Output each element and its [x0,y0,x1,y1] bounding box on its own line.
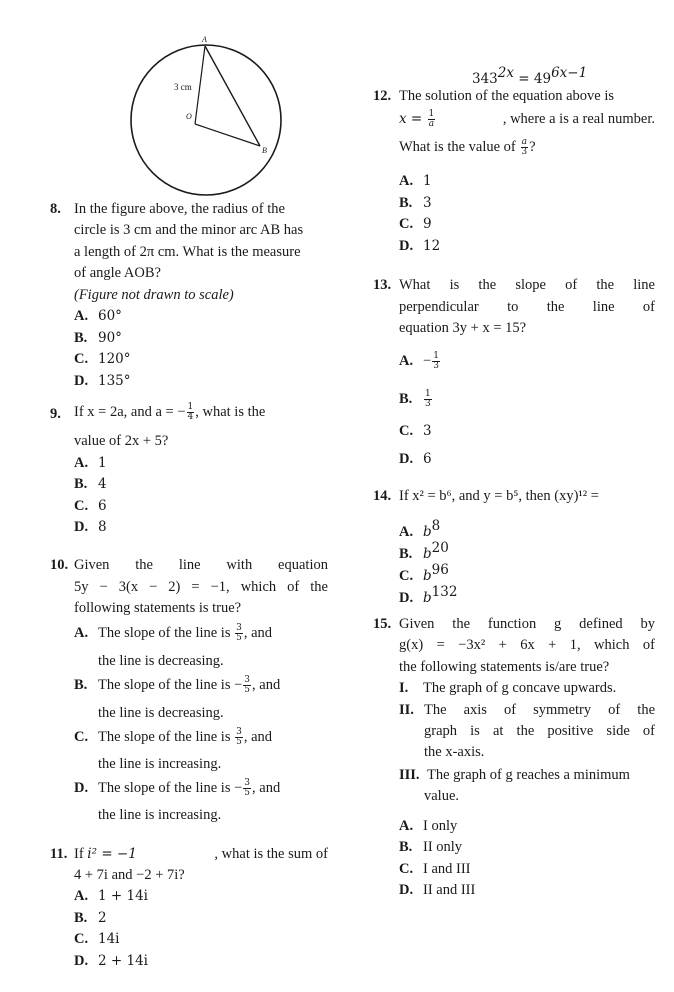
q9-option-a[interactable]: A. 1 [74,455,107,471]
q12-option-c[interactable]: C. 9 [399,216,432,232]
q12-number: 12. [373,88,392,104]
q11-option-a[interactable]: A. 1 + 14i [74,888,148,904]
circle-figure [128,38,288,198]
q15-option-b[interactable]: B. II only [399,839,463,855]
q10-stem-line-1: Given the line with equation [74,557,328,573]
q12-option-b[interactable]: B. 3 [399,195,432,211]
q8-stem-line-3: a length of 2π cm. What is the measure [74,244,301,260]
q14-option-a[interactable]: A. $b^8$ [399,518,441,540]
figure-label-b: B [262,146,267,155]
q13-number: 13. [373,277,392,293]
q13-stem-line-3: equation 3y + x = 15? [399,320,527,336]
q9-option-d[interactable]: D. 8 [74,519,107,535]
q8-stem-line-1: In the figure above, the radius of the [74,201,285,217]
q15-option-a[interactable]: A. I only [399,818,458,834]
q15-statement-3: III. The graph of g reaches a minimum [399,767,630,783]
figure-label-radius: 3 cm [174,82,192,92]
q8-note: (Figure not drawn to scale) [74,287,234,303]
q11-number: 11. [50,846,68,862]
q10-option-d[interactable]: D. The slope of the line is − $\frac{3}{5}$ , and [74,778,281,799]
q9-number: 9. [50,406,61,422]
q14-stem: If x² = b⁶, and y = b⁵, then (xy)¹² = [399,488,599,504]
q9-stem-line-1: If x = 2a, and a = − $\frac{1}{4}$ , what is the [74,402,266,423]
q8-number: 8. [50,201,61,217]
q8-option-a[interactable]: A. 60° [74,308,122,324]
q12-stem-line-2: x = $\frac{1}{a}$ , where a is a real number. [399,109,655,130]
q11-stem-line-1: If i² = −1 , what is the sum of [74,846,328,862]
q15-stem-line-2: g(x) = −3x² + 6x + 1, which of [399,637,655,653]
q12-option-d[interactable]: D. 12 [399,238,441,254]
q11-option-b[interactable]: B. 2 [74,910,107,926]
q10-option-b-line-2: the line is decreasing. [98,705,224,721]
q12-stem-line-1: The solution of the equation above is [399,88,615,104]
q15-statement-2-line-3: the x-axis. [424,744,485,760]
q15-stem-line-1: Given the function g defined by [399,616,655,632]
q11-option-c[interactable]: C. 14i [74,931,120,947]
q8-option-d[interactable]: D. 135° [74,373,131,389]
figure-label-a: A [202,35,207,44]
q11-option-d[interactable]: D. 2 + 14i [74,953,148,969]
q9-stem-line-2: value of 2x + 5? [74,433,169,449]
figure-label-o: O [186,112,192,121]
q14-number: 14. [373,488,392,504]
q10-option-b[interactable]: B. The slope of the line is − $\frac{3}{5}$ , and [74,675,281,696]
q9-option-c[interactable]: C. 6 [74,498,107,514]
q15-statement-2-line-1: The axis of symmetry of the [424,702,655,718]
q15-number: 15. [373,616,392,632]
q8-stem-line-4: of angle AOB? [74,265,161,281]
q15-option-c[interactable]: C. I and III [399,861,471,877]
q8-option-c[interactable]: C. 120° [74,351,131,367]
q10-option-d-line-2: the line is increasing. [98,807,222,823]
q14-option-c[interactable]: C. $b^{96}$ [399,562,449,584]
q9-option-b[interactable]: B. 4 [74,476,107,492]
q13-stem-line-1: What is the slope of the line [399,277,655,293]
q10-number: 10. [50,557,69,573]
q10-option-c[interactable]: C. The slope of the line is $\frac{3}{5}$ , and [74,727,273,748]
q13-option-b[interactable]: B. $\frac{1}{3}$ [399,389,431,410]
q15-statement-2: II. [399,702,414,718]
q14-option-b[interactable]: B. $b^{20}$ [399,540,449,562]
q10-option-c-line-2: the line is increasing. [98,756,222,772]
q15-statement-3-line-2: value. [424,788,460,804]
q14-option-d[interactable]: D. $b^{132}$ [399,584,458,606]
q11-stem-line-2: 4 + 7i and −2 + 7i? [74,867,185,883]
q10-option-a[interactable]: A. The slope of the line is $\frac{3}{5}$ , and [74,623,273,644]
q10-stem-line-3: following statements is true? [74,600,242,616]
q13-option-c[interactable]: C. 3 [399,423,432,439]
q12-option-a[interactable]: A. 1 [399,173,432,189]
q8-stem-line-2: circle is 3 cm and the minor arc AB has [74,222,304,238]
q12-equation: $343^{2x} = 49^{6x-1}$ [472,65,588,87]
q8-option-b[interactable]: B. 90° [74,330,122,346]
q13-option-d[interactable]: D. 6 [399,451,432,467]
q10-option-a-line-2: the line is decreasing. [98,653,224,669]
q15-statement-2-line-2: graph is at the positive side of [424,723,655,739]
q13-stem-line-2: perpendicular to the line of [399,299,655,315]
q15-statement-1: I. The graph of g concave upwards. [399,680,617,696]
q15-stem-line-3: the following statements is/are true? [399,659,610,675]
q15-option-d[interactable]: D. II and III [399,882,476,898]
q12-stem-line-3: What is the value of $\frac{a}{3}$ ? [399,137,536,158]
q13-option-a[interactable]: A. − $\frac{1}{3}$ [399,351,439,372]
q10-stem-line-2: 5y − 3(x − 2) = −1, which of the [74,579,328,595]
